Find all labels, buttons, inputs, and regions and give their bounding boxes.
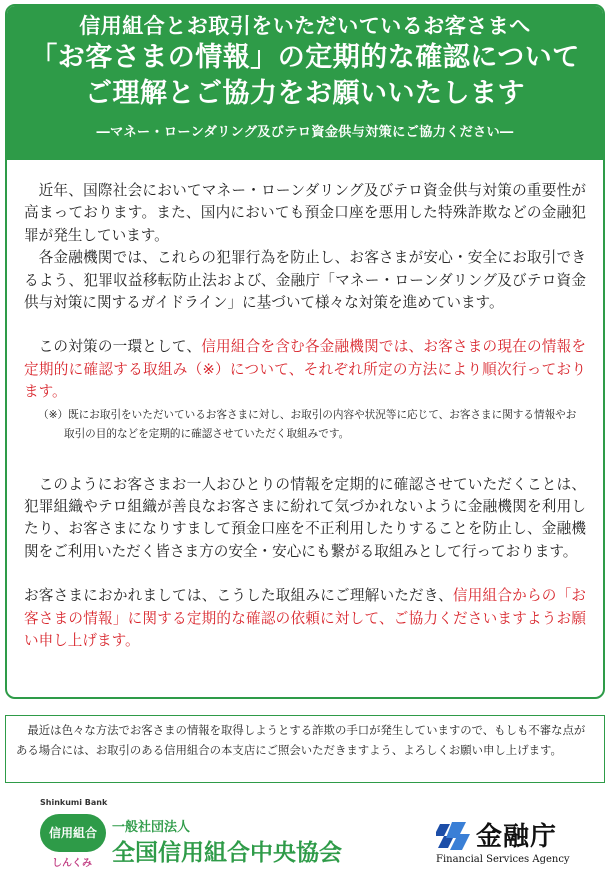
paragraph-1: 近年、国際社会においてマネー・ローンダリング及びテロ資金供与対策の重要性が高まっております。また、国内においても預金口座を悪用した特殊詐欺などの金融犯罪が発生しています。 bbox=[24, 182, 586, 244]
body-text bbox=[7, 160, 603, 653]
paragraph-5-intro: お客さまにおかれましては、こうした取組みにご理解いただき、 bbox=[24, 587, 453, 605]
header-line-2: 「お客さまの情報」の定期的な確認について bbox=[30, 42, 580, 73]
header-line-1: 信用組合とお取引をいただいているお客さまへ bbox=[79, 14, 531, 38]
fraud-warning-box bbox=[5, 715, 605, 783]
fsa-logo-icon bbox=[436, 818, 470, 852]
org-name: 全国信用組合中央協会 bbox=[112, 840, 342, 866]
logo-kana-text: しんくみ bbox=[52, 858, 92, 869]
paragraph-3-highlight: 信用組合を含む各金融機関では、お客さまの現在の情報を定期的に確認する取組み（※）について、それぞれ所定の方法により順次行っております。 bbox=[24, 338, 586, 401]
paragraph-4: このようにお客さまお一人おひとりの情報を定期的に確認させていただくことは、犯罪組織やテロ組織が善良なお客さまに紛れて気づかれないように金融機関を利用したり、お客さまになりすまして預金口座を不正利用したりすることを防止し、金融機関をご利用いただく皆さま方の安全・安心にも繋がる取組みとして行っております。 bbox=[24, 475, 586, 560]
header-subtitle: ―マネー・ローンダリング及びテロ資金供与対策にご協力ください― bbox=[96, 125, 514, 140]
footnote: （※）既にお取引をいただいているお客さまに対し、お取引の内容や状況等に応じて、お客さまに関する情報やお取引の目的などを定期的に確認させていただく取組みです。 bbox=[38, 408, 577, 440]
paragraph-3 bbox=[24, 336, 586, 403]
shinkumi-logo: 信用組合 bbox=[40, 814, 106, 852]
paragraph-5 bbox=[24, 585, 586, 652]
main-notice-panel bbox=[5, 4, 605, 699]
org-type: 一般社団法人 bbox=[112, 820, 191, 835]
paragraph-3-intro: この対策の一環として、 bbox=[38, 338, 202, 356]
header-banner bbox=[7, 6, 603, 160]
fsa-japanese-name: 金融庁 bbox=[476, 822, 558, 852]
paragraph-2: 各金融機関では、これらの犯罪行為を防止し、お客さまが安心・安全にお取引できるよう、犯罪収益移転防止法および、金融庁「マネー・ローンダリング及びテロ資金供与対策に関するガイドライン」に基づいて様々な対策を進めています。 bbox=[24, 249, 586, 312]
header-line-3: ご理解とご協力をお願いいたします bbox=[85, 78, 525, 109]
logo-english-text: Shinkumi Bank bbox=[40, 798, 108, 807]
fraud-warning-text: 最近は色々な方法でお客さまの情報を取得しようとする詐欺の手口が発生していますので、もしも不審な点がある場合には、お取引のある信用組合の本支店にご照会いただきますよう、よろしくお願い申し上げます。 bbox=[16, 723, 586, 757]
paragraph-5-highlight: 信用組合からの「お客さまの情報」に関する定期的な確認の依頼に対して、ご協力くださいますようお願い申し上げます。 bbox=[24, 587, 586, 650]
fsa-english-name: Financial Services Agency bbox=[436, 854, 570, 865]
footer bbox=[0, 790, 614, 877]
